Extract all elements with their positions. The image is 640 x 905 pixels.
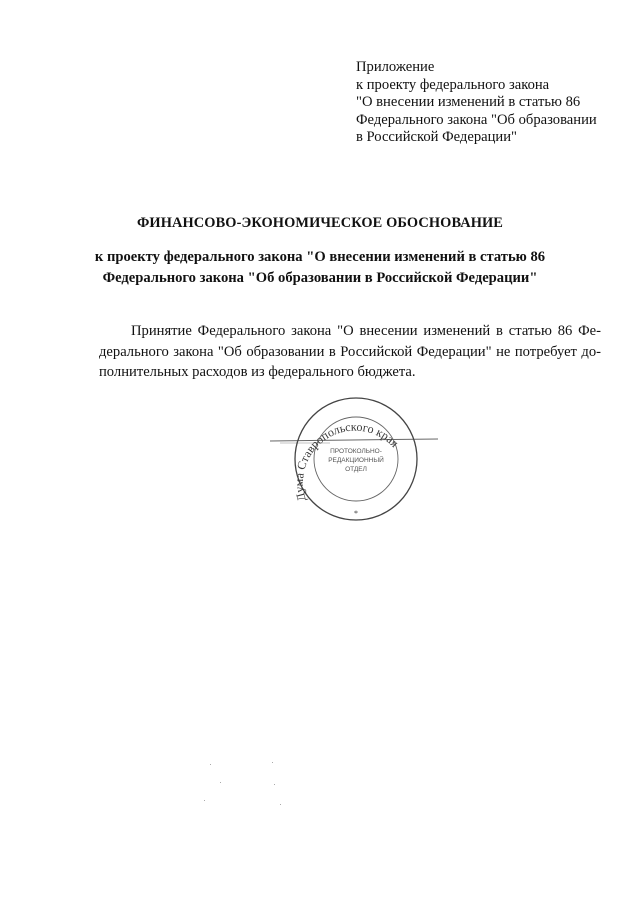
scan-noise	[190, 760, 310, 820]
annex-line: "О внесении изменений в статью 86	[356, 94, 581, 111]
document-subtitle	[0, 247, 640, 289]
annex-line: в Российской Федерации"	[356, 129, 517, 146]
official-stamp	[270, 392, 440, 522]
body-line: Принятие Федерального закона "О внесении изменений в статью 86 Фе-	[131, 323, 601, 339]
stamp-inner-line: ПРОТОКОЛЬНО-	[330, 448, 382, 455]
subtitle-line: Федерального закона "Об образовании в Российской Федерации"	[102, 270, 538, 286]
stamp-star: *	[354, 509, 358, 518]
stamp-inner-line: ОТДЕЛ	[345, 466, 367, 473]
body-line: дерального закона "Об образовании в Российской Федерации" не потребует до-	[99, 343, 601, 360]
stamp-ring-text: Дума Ставропольского края	[292, 419, 402, 504]
annex-line: к проекту федерального закона	[356, 76, 550, 93]
annex-header	[356, 59, 626, 147]
body-line: полнительных расходов из федерального бюджета.	[99, 364, 416, 380]
subtitle-line: к проекту федерального закона "О внесении изменений в статью 86	[94, 249, 546, 265]
annex-line: Федерального закона "Об образовании	[356, 111, 597, 128]
stamp-inner-line: РЕДАКЦИОННЫЙ	[328, 457, 384, 464]
document-title: ФИНАНСОВО-ЭКОНОМИЧЕСКОЕ ОБОСНОВАНИЕ	[136, 215, 504, 231]
body-paragraph	[99, 321, 601, 383]
annex-line: Приложение	[356, 59, 435, 75]
stamp-seal-icon	[270, 392, 440, 522]
